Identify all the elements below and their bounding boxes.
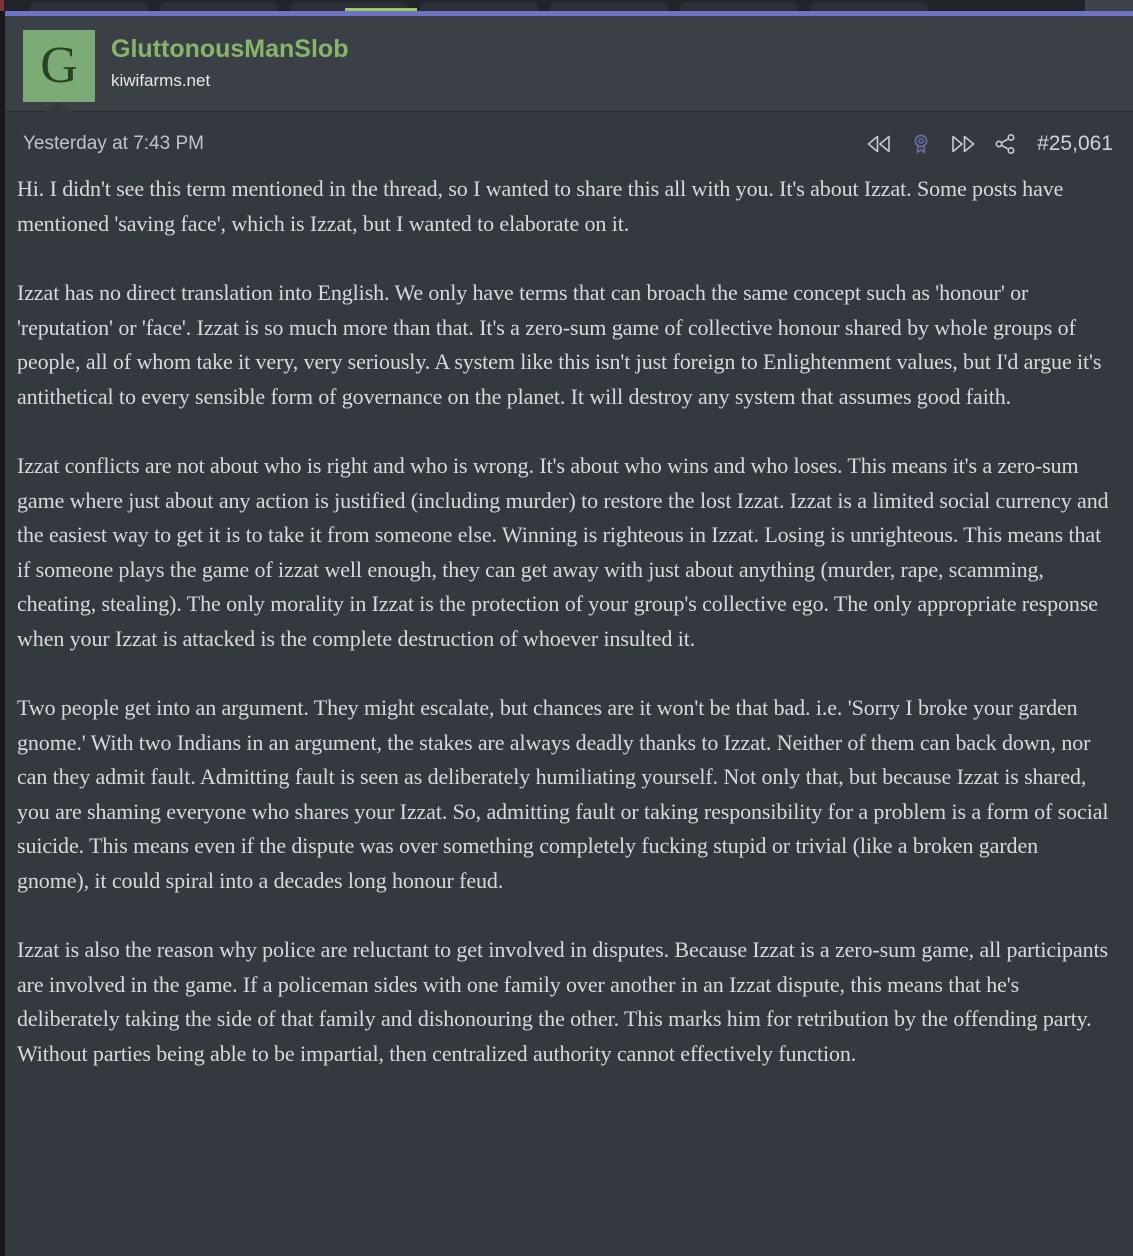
post-meta-row: [5, 112, 1133, 158]
post-paragraph: Izzat is also the reason why police are reluctant to get involved in disputes. Because Izzat is a zero-sum game, all participants are involved in the game. If a policeman sides with one family over another in an Izzat dispute, this means that he's deliberately taking the side of that family and dishonouring the other. This marks him for retribution by the offending party. Without parties being able to be impartial, then centralized authority cannot effectively function.: [17, 937, 1108, 1066]
skip-forward-icon[interactable]: [950, 132, 976, 156]
browser-tab[interactable]: [810, 2, 928, 11]
browser-tab[interactable]: [30, 2, 148, 11]
post-message: [5, 172, 1133, 1095]
browser-tab[interactable]: [420, 2, 538, 11]
browser-control-fragment[interactable]: [1085, 0, 1133, 11]
post-body: [5, 112, 1133, 1095]
post-actions: [866, 132, 1113, 156]
post-paragraph: Hi. I didn't see this term mentioned in the thread, so I wanted to share this all with you. It's about Izzat. Some posts have mentioned 'saving face', which is Izzat, but I wanted to elaborate on it.: [17, 176, 1064, 236]
post-number-link[interactable]: #25,061: [1037, 132, 1113, 155]
share-icon[interactable]: [993, 132, 1017, 156]
forum-post: [5, 11, 1133, 1256]
username-link[interactable]: GluttonousManSlob: [111, 35, 349, 63]
post-header: [5, 16, 1133, 112]
browser-tab-strip: [0, 0, 1133, 11]
browser-tab[interactable]: [680, 2, 798, 11]
award-ribbon-icon[interactable]: [909, 132, 933, 156]
skip-back-icon[interactable]: [866, 132, 892, 156]
user-title: kiwifarms.net: [111, 70, 211, 90]
header-pointer: [45, 103, 71, 112]
browser-tab[interactable]: [160, 2, 278, 11]
browser-tab[interactable]: [550, 2, 668, 11]
post-paragraph: Two people get into an argument. They might escalate, but chances are it won't be that bad. i.e. 'Sorry I broke your garden gnome.' With two Indians in an argument, the stakes are always deadly thanks to Izzat. Neither of them can back down, nor can they admit fault. Admitting fault is seen as deliberately humiliating yourself. Not only that, but because Izzat is shared, you are shaming everyone who shares your Izzat. So, admitting fault or taking responsibility for a problem is a form of social suicide. This means even if the dispute was over something completely fucking stupid or trivial (like a broken garden gnome), it could spiral into a decades long honour feud.: [17, 695, 1109, 893]
browser-edge-fragment: [0, 0, 4, 11]
avatar-letter: G: [40, 37, 78, 94]
post-paragraph: Izzat has no direct translation into English. We only have terms that can broach the same concept such as 'honour' or 'reputation' or 'face'. Izzat is so much more than that. It's a zero-sum game of collective honour shared by whole groups of people, all of whom take it very, very seriously. A system like this isn't just foreign to Enlightenment values, but I'd argue it's antithetical to every sensible form of governance on the planet. It will destroy any system that assumes good faith.: [17, 280, 1102, 409]
user-avatar[interactable]: [23, 30, 95, 102]
post-timestamp-link[interactable]: Yesterday at 7:43 PM: [23, 133, 204, 154]
post-paragraph: Izzat conflicts are not about who is right and who is wrong. It's about who wins and who loses. This means it's a zero-sum game where just about any action is justified (including murder) to restore the lost Izzat. Izzat is a limited social currency and the easiest way to get it is to take it from someone else. Winning is righteous in Izzat. Losing is unrighteous. This means that if someone plays the game of izzat well enough, they can get away with just about anything (murder, rape, scamming, cheating, stealing). The only morality in Izzat is the protection of your group's collective ego. The only appropriate response when your Izzat is attacked is the complete destruction of whoever insulted it.: [17, 453, 1109, 651]
user-info: [111, 30, 348, 91]
